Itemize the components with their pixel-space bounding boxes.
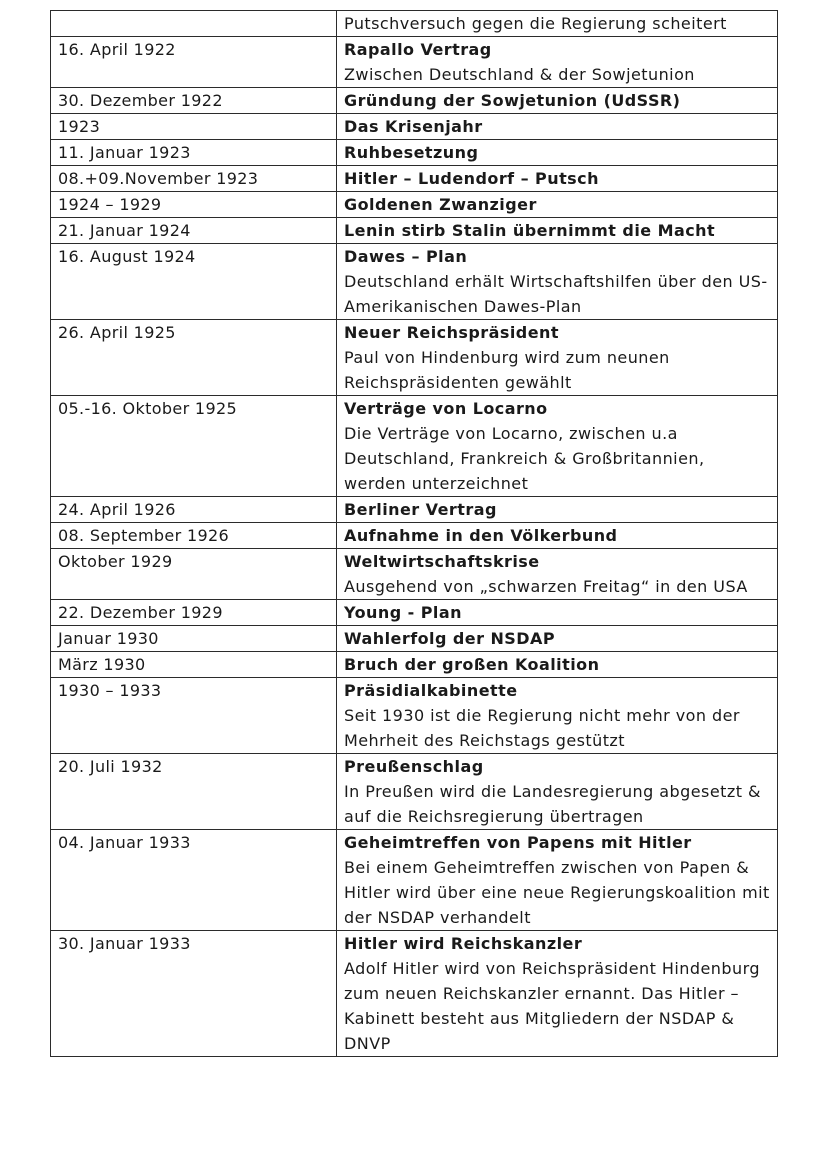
event-title: Neuer Reichspräsident [344, 323, 559, 342]
event-title: Verträge von Locarno [344, 399, 548, 418]
table-row [51, 11, 778, 37]
event-title: Geheimtreffen von Papens mit Hitler [344, 833, 692, 852]
event-title: Wahlerfolg der NSDAP [344, 629, 556, 648]
date-cell: 1923 [51, 114, 337, 140]
table-row [51, 88, 778, 114]
event-cell [337, 166, 778, 192]
event-cell [337, 830, 778, 931]
timeline-body [51, 11, 778, 1057]
event-cell [337, 218, 778, 244]
table-row [51, 652, 778, 678]
event-cell [337, 396, 778, 497]
event-description: Ausgehend von „schwarzen Freitag“ in den USA [344, 577, 748, 596]
event-cell [337, 678, 778, 754]
event-cell [337, 192, 778, 218]
table-row [51, 830, 778, 931]
table-row [51, 166, 778, 192]
table-row [51, 497, 778, 523]
date-cell: 16. August 1924 [51, 244, 337, 320]
event-cell [337, 88, 778, 114]
date-cell: 21. Januar 1924 [51, 218, 337, 244]
table-row [51, 549, 778, 600]
date-cell: 26. April 1925 [51, 320, 337, 396]
date-cell [51, 11, 337, 37]
date-cell: 20. Juli 1932 [51, 754, 337, 830]
date-cell: 08.+09.November 1923 [51, 166, 337, 192]
event-description: Deutschland erhält Wirtschaftshilfen über den US-Amerikanischen Dawes-Plan [344, 272, 768, 316]
event-cell [337, 114, 778, 140]
event-description: Seit 1930 ist die Regierung nicht mehr von der Mehrheit des Reichstags gestützt [344, 706, 740, 750]
date-cell: 16. April 1922 [51, 37, 337, 88]
date-cell: 22. Dezember 1929 [51, 600, 337, 626]
event-cell [337, 244, 778, 320]
date-cell: 11. Januar 1923 [51, 140, 337, 166]
event-title: Weltwirtschaftskrise [344, 552, 540, 571]
event-cell [337, 37, 778, 88]
date-cell: 24. April 1926 [51, 497, 337, 523]
event-cell [337, 754, 778, 830]
event-title: Preußenschlag [344, 757, 484, 776]
event-title: Bruch der großen Koalition [344, 655, 600, 674]
table-row [51, 244, 778, 320]
table-row [51, 114, 778, 140]
table-row [51, 678, 778, 754]
table-row [51, 523, 778, 549]
date-cell: März 1930 [51, 652, 337, 678]
event-description: Paul von Hindenburg wird zum neunen Reichspräsidenten gewählt [344, 348, 670, 392]
date-cell: 30. Januar 1933 [51, 931, 337, 1057]
event-title: Berliner Vertrag [344, 500, 497, 519]
event-cell [337, 652, 778, 678]
event-description: Adolf Hitler wird von Reichspräsident Hindenburg zum neuen Reichskanzler ernannt. Das Hitler – Kabinett besteht aus Mitgliedern der NSDAP & DNVP [344, 959, 760, 1053]
event-description: Zwischen Deutschland & der Sowjetunion [344, 65, 695, 84]
event-title: Rapallo Vertrag [344, 40, 492, 59]
event-title: Hitler – Ludendorf – Putsch [344, 169, 599, 188]
date-cell: Oktober 1929 [51, 549, 337, 600]
table-row [51, 396, 778, 497]
event-cell [337, 11, 778, 37]
event-description: Bei einem Geheimtreffen zwischen von Papen & Hitler wird über eine neue Regierungskoalition mit der NSDAP verhandelt [344, 858, 770, 927]
table-row [51, 192, 778, 218]
event-title: Gründung der Sowjetunion (UdSSR) [344, 91, 681, 110]
table-row [51, 320, 778, 396]
event-title: Ruhbesetzung [344, 143, 479, 162]
date-cell: Januar 1930 [51, 626, 337, 652]
timeline-table [50, 10, 778, 1057]
date-cell: 30. Dezember 1922 [51, 88, 337, 114]
event-title: Das Krisenjahr [344, 117, 483, 136]
table-row [51, 37, 778, 88]
table-row [51, 626, 778, 652]
event-cell [337, 497, 778, 523]
event-title: Lenin stirb Stalin übernimmt die Macht [344, 221, 716, 240]
event-title: Hitler wird Reichskanzler [344, 934, 583, 953]
table-row [51, 600, 778, 626]
date-cell: 04. Januar 1933 [51, 830, 337, 931]
date-cell: 08. September 1926 [51, 523, 337, 549]
date-cell: 1930 – 1933 [51, 678, 337, 754]
event-cell [337, 523, 778, 549]
event-cell [337, 320, 778, 396]
event-description: Die Verträge von Locarno, zwischen u.a Deutschland, Frankreich & Großbritannien, werden unterzeichnet [344, 424, 705, 493]
event-cell [337, 626, 778, 652]
event-title: Goldenen Zwanziger [344, 195, 537, 214]
table-row [51, 931, 778, 1057]
event-title: Präsidialkabinette [344, 681, 518, 700]
table-row [51, 140, 778, 166]
event-description: In Preußen wird die Landesregierung abgesetzt & auf die Reichsregierung übertragen [344, 782, 761, 826]
table-row [51, 754, 778, 830]
event-cell [337, 549, 778, 600]
event-cell [337, 140, 778, 166]
event-title: Dawes – Plan [344, 247, 468, 266]
event-title: Young - Plan [344, 603, 462, 622]
event-cell [337, 931, 778, 1057]
table-row [51, 218, 778, 244]
date-cell: 1924 – 1929 [51, 192, 337, 218]
event-description: Putschversuch gegen die Regierung scheitert [344, 14, 727, 33]
event-cell [337, 600, 778, 626]
date-cell: 05.-16. Oktober 1925 [51, 396, 337, 497]
event-title: Aufnahme in den Völkerbund [344, 526, 618, 545]
